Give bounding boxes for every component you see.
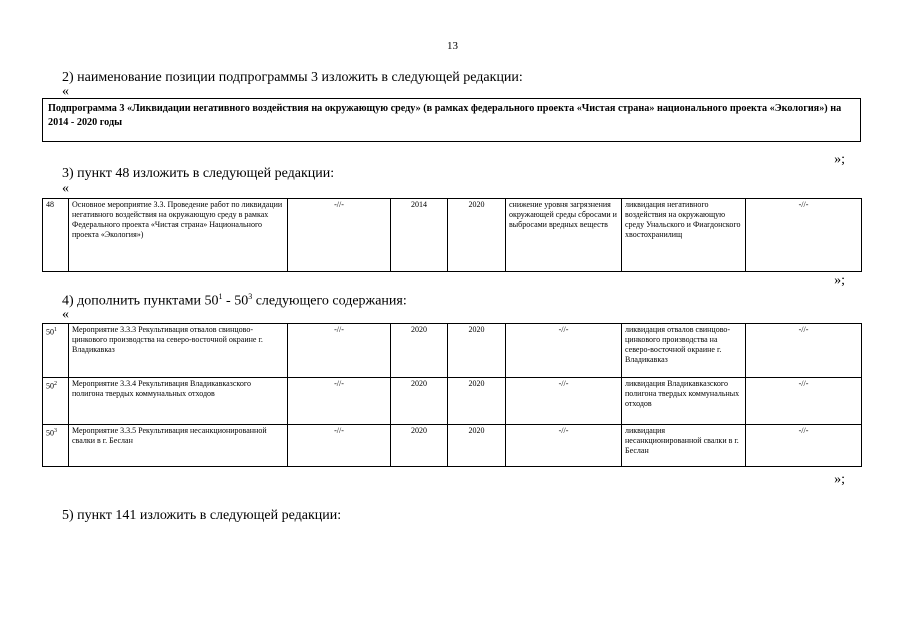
item-2-open-quote: «: [62, 84, 69, 99]
item-4-close-quote: »;: [834, 472, 845, 487]
item-3-heading: 3) пункт 48 изложить в следующей редакции:: [62, 166, 335, 181]
measure-name: Мероприятие 3.3.3 Рекультивация отвалов свинцово-цинкового производства на северо-восточной окраине г. Владикавказ: [69, 324, 288, 378]
start-year: 2014: [391, 199, 448, 272]
table-row: [43, 425, 862, 467]
row-number: $50^3$: [43, 425, 69, 467]
measure-content: ликвидация несанкционированной свалки в г. Беслан: [622, 425, 746, 467]
executor: -//-: [288, 378, 391, 425]
expected-result: -//-: [506, 425, 622, 467]
expected-result: снижение уровня загрязнения окружающей среды сбросами и выбросами вредных веществ: [506, 199, 622, 272]
indicator: -//-: [746, 425, 862, 467]
measure-name: Основное мероприятие 3.3. Проведение работ по ликвидации негативного воздействия на окружающую среду в рамках Федерального проекта «Чистая страна» Национального проекта «Экология»): [69, 199, 288, 272]
item-2-heading: 2) наименование позиции подпрограммы 3 изложить в следующей редакции:: [62, 70, 523, 85]
executor: -//-: [288, 425, 391, 467]
end-year: 2020: [448, 425, 506, 467]
item-5-heading: 5) пункт 141 изложить в следующей редакции:: [62, 508, 342, 523]
item-4-heading-prefix: 4) дополнить пунктами 50: [62, 293, 219, 309]
executor: -//-: [288, 324, 391, 378]
subprogram-3-box: [42, 98, 861, 142]
table-row: [43, 324, 862, 378]
expected-result: -//-: [506, 324, 622, 378]
page-number: 13: [447, 40, 458, 52]
item-4-sup-b: 3: [248, 292, 253, 301]
end-year: 2020: [448, 378, 506, 425]
row-number: $50^2$: [43, 378, 69, 425]
item-4-open-quote: «: [62, 307, 69, 322]
item-3-table: [42, 198, 862, 272]
measure-content: ликвидация негативного воздействия на окружающую среду Унальского и Фиагдонского хвостохранилищ: [622, 199, 746, 272]
item-2-close-quote: »;: [834, 152, 845, 167]
item-3-open-quote: «: [62, 181, 69, 196]
indicator: -//-: [746, 378, 862, 425]
row-number: $50^1$: [43, 324, 69, 378]
item-4-heading-suffix: следующего содержания:: [252, 293, 407, 309]
item-4-sup-a: 1: [218, 292, 223, 301]
start-year: 2020: [391, 425, 448, 467]
start-year: 2020: [391, 378, 448, 425]
measure-content: ликвидация Владикавказского полигона твердых коммунальных отходов: [622, 378, 746, 425]
end-year: 2020: [448, 324, 506, 378]
end-year: 2020: [448, 199, 506, 272]
item-4-table: [42, 323, 862, 467]
item-3-close-quote: »;: [834, 273, 845, 288]
start-year: 2020: [391, 324, 448, 378]
row-number: 48: [43, 199, 69, 272]
executor: -//-: [288, 199, 391, 272]
table-row: [43, 199, 862, 272]
measure-content: ликвидация отвалов свинцово-цинкового производства на северо-восточной окраине г. Владикавказ: [622, 324, 746, 378]
subprogram-3-text: Подпрограмма 3 «Ликвидации негативного воздействия на окружающую среду» (в рамках федерального проекта «Чистая страна» национального проекта «Экология») на 2014 - 2020 годы: [48, 103, 842, 128]
expected-result: -//-: [506, 378, 622, 425]
measure-name: Мероприятие 3.3.4 Рекультивация Владикавказского полигона твердых коммунальных отходов: [69, 378, 288, 425]
measure-name: Мероприятие 3.3.5 Рекультивация несанкционированной свалки в г. Беслан: [69, 425, 288, 467]
table-row: [43, 378, 862, 425]
indicator: -//-: [746, 199, 862, 272]
item-4-heading-mid: - 50: [222, 293, 249, 309]
item-4-heading: [62, 292, 407, 310]
indicator: -//-: [746, 324, 862, 378]
